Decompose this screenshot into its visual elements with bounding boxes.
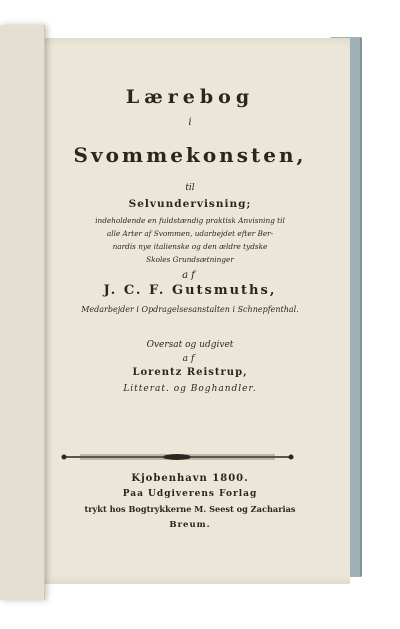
author-role: Medarbejder i Opdragelsesanstalten i Schnepfenthal. <box>81 305 299 314</box>
translator-af: af <box>182 354 198 364</box>
imprint-printer: trykt hos Bogtrykkerne M. Seest og Zacharias <box>84 504 296 514</box>
imprint-place-year: Kjobenhavn 1800. <box>131 473 249 484</box>
description-line: Skoles Grundsætninger <box>146 255 234 264</box>
author-name: J. C. F. Gutsmuths, <box>103 283 277 298</box>
translator-name: Lorentz Reistrup, <box>132 367 248 378</box>
imprint-printer-2: Breum. <box>169 520 211 530</box>
translator-line: Oversat og udgivet <box>146 340 234 350</box>
description-line: indeholdende en fuldstændig praktisk Anvisning til <box>95 216 285 225</box>
title-connector: i <box>188 117 192 128</box>
imprint-publisher: Paa Udgiverens Forlag <box>122 489 258 499</box>
subtitle-main: Selvundervisning; <box>128 198 252 210</box>
description-line: alle Arter af Svommen, udarbejdet efter Ber- <box>106 229 274 238</box>
title-line-1: Lærebog <box>125 86 255 108</box>
description-line: nardis nye italienske og den ældre tydske <box>112 242 268 251</box>
title-line-2: Svommekonsten, <box>73 143 307 167</box>
ornamental-rule <box>60 452 295 462</box>
author-af: af <box>182 270 198 281</box>
translator-profession: Litterat. og Boghandler. <box>123 384 257 394</box>
subtitle-til: til <box>185 183 195 193</box>
